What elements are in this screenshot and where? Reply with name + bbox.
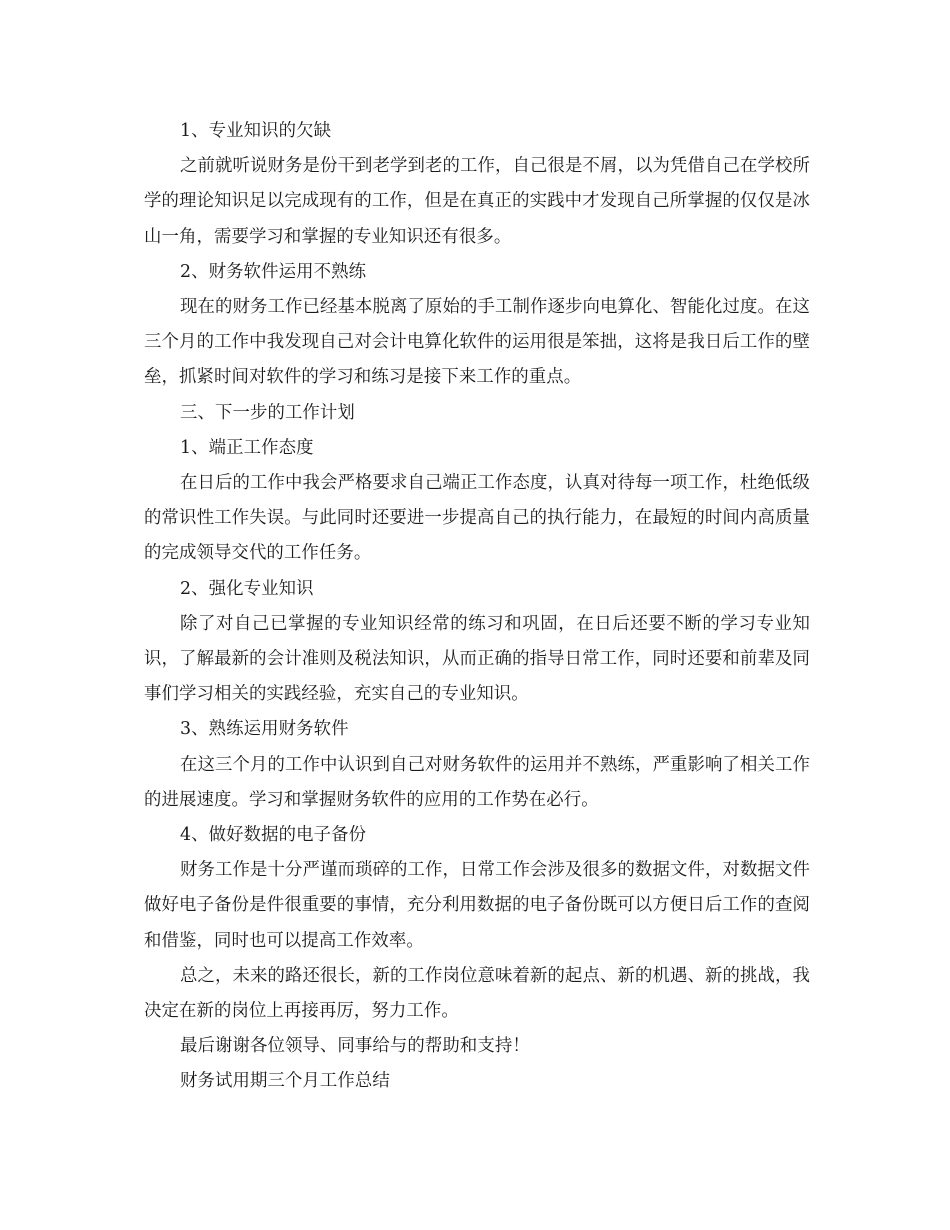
- heading-next-step-plan: 三、下一步的工作计划: [180, 402, 355, 423]
- document-body: [144, 114, 810, 1100]
- paragraph-conclusion: 总之，未来的路还很长，新的工作岗位意味着新的起点、新的机遇、新的挑战，我决定在新的岗位上再接再厉，努力工作。: [144, 965, 810, 1022]
- paragraph-data-backup: 财务工作是十分严谨而琐碎的工作，日常工作会涉及很多的数据文件，对数据文件做好电子备份是件很重要的事情，充分利用数据的电子备份既可以方便日后工作的查阅和借鉴，同时也可以提高工作效率。: [144, 860, 810, 951]
- paragraph-software: 现在的财务工作已经基本脱离了原始的手工制作逐步向电算化、智能化过度。在这三个月的工作中我发现自己对会计电算化软件的运用很是笨拙，这将是我日后工作的壁垒，抓紧时间对软件的学习和练习是接下来工作的重点。: [144, 297, 810, 388]
- heading-master-software: 3、熟练运用财务软件: [180, 719, 349, 740]
- paragraph-expertise: 之前就听说财务是份干到老学到老的工作，自己很是不屑，以为凭借自己在学校所学的理论知识足以完成现有的工作，但是在真正的实践中才发现自己所掌握的仅仅是冰山一角，需要学习和掌握的专业知识还有很多。: [144, 156, 810, 247]
- document-closing-title: 财务试用期三个月工作总结: [180, 1071, 390, 1092]
- heading-strengthen-knowledge: 2、强化专业知识: [180, 578, 314, 599]
- heading-software-unfamiliar: 2、财务软件运用不熟练: [180, 261, 367, 282]
- heading-lack-of-expertise: 1、专业知识的欠缺: [180, 121, 332, 141]
- heading-data-backup: 4、做好数据的电子备份: [180, 825, 367, 846]
- paragraph-attitude: 在日后的工作中我会严格要求自己端正工作态度，认真对待每一项工作，杜绝低级的常识性工作失误。与此同时还要进一步提高自己的执行能力，在最短的时间内高质量的完成领导交代的工作任务。: [144, 473, 810, 564]
- paragraph-master-software: 在这三个月的工作中认识到自己对财务软件的运用并不熟练，严重影响了相关工作的进展速度。学习和掌握财务软件的应用的工作势在必行。: [144, 754, 810, 810]
- paragraph-thanks: 最后谢谢各位领导、同事给与的帮助和支持！: [180, 1036, 530, 1057]
- paragraph-knowledge: 除了对自己已掌握的专业知识经常的练习和巩固，在日后还要不断的学习专业知识，了解最新的会计准则及税法知识，从而正确的指导日常工作，同时还要和前辈及同事们学习相关的实践经验，充实自己的专业知识。: [144, 613, 810, 705]
- heading-attitude: 1、端正工作态度: [180, 437, 314, 458]
